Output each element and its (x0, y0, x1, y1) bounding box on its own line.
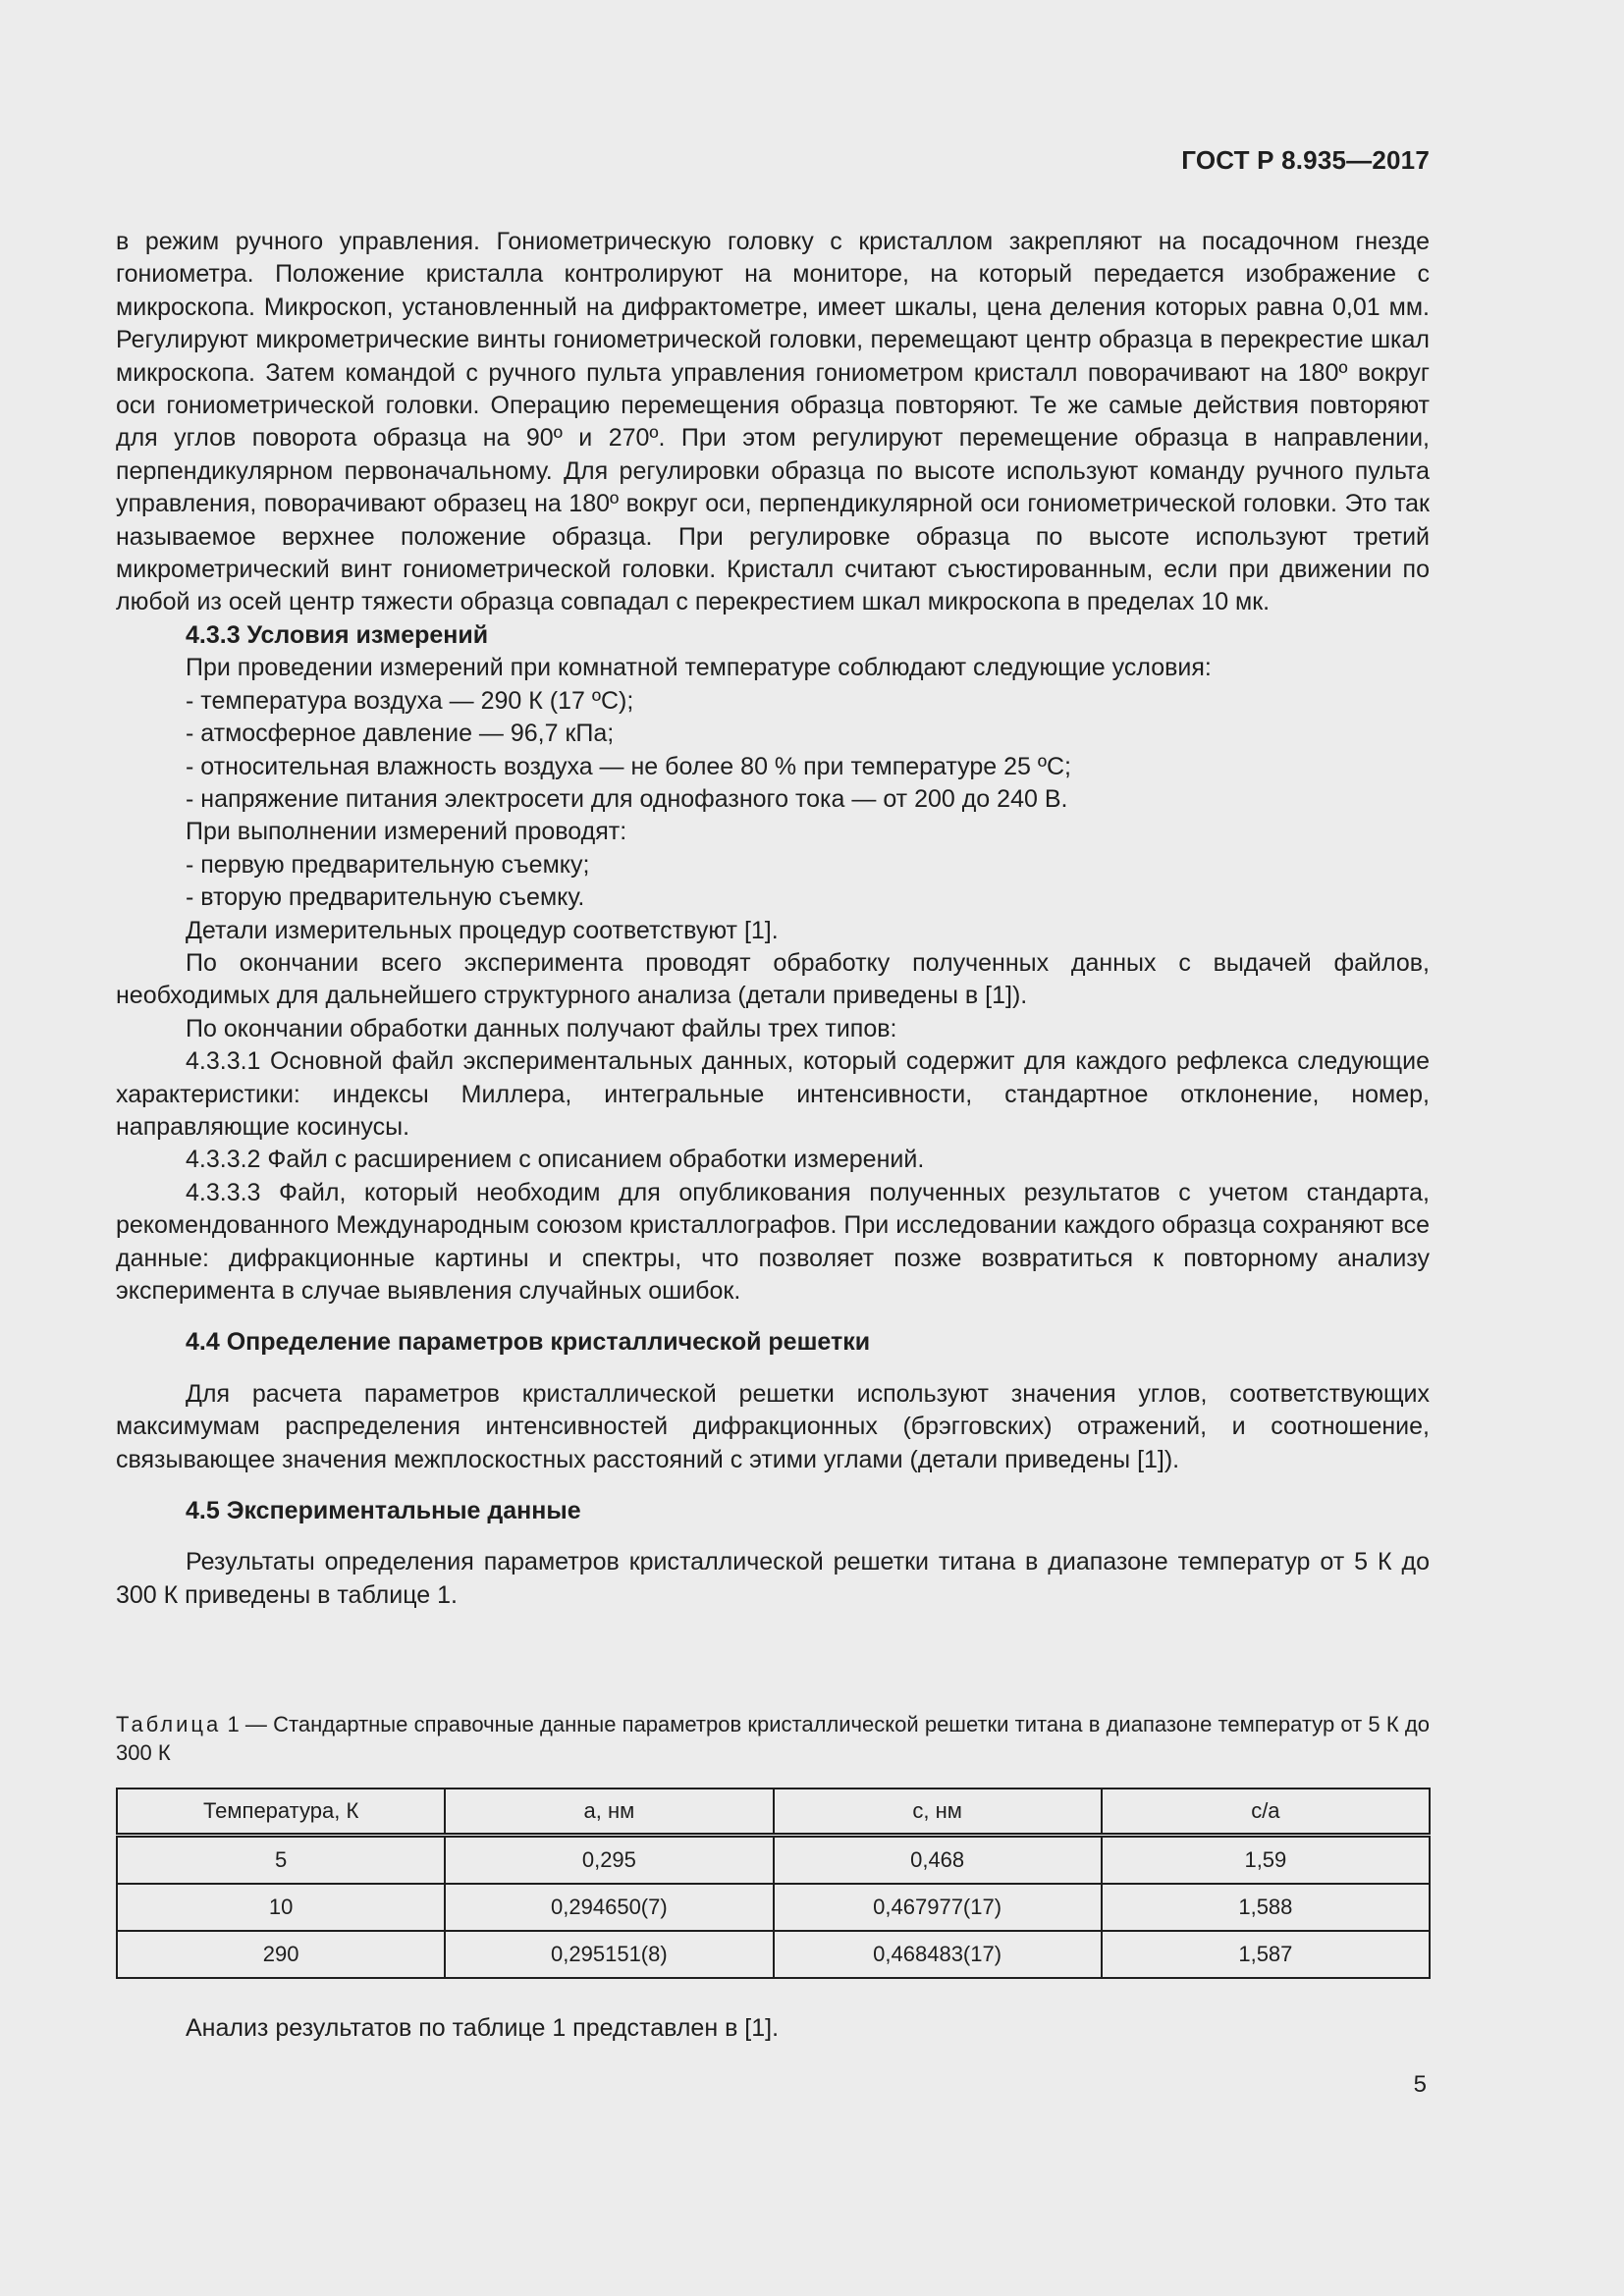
lattice-parameters-table (116, 1788, 1431, 1979)
column-header: Температура, К (117, 1789, 445, 1836)
section-heading-4-5: 4.5 Экспериментальные данные (186, 1497, 581, 1525)
list-item: - атмосферное давление — 96,7 кПа; (186, 720, 615, 748)
document-body (116, 226, 1430, 1612)
column-header: а, нм (445, 1789, 773, 1836)
table-caption-label: Таблица (116, 1712, 222, 1736)
paragraph-processing: По окончании всего эксперимента проводят обработку полученных данных с выдачей файлов, необходимых для дальнейшего структурного анализа (детали приведены в [1]). (116, 948, 1430, 1010)
table-cell: 1,587 (1102, 1931, 1430, 1978)
table-row (117, 1931, 1430, 1978)
paragraph-conditions-intro: При проведении измерений при комнатной температуре соблюдают следующие условия: (186, 654, 1212, 682)
list-item: - первую предварительную съемку; (186, 850, 590, 879)
analysis-note: Анализ результатов по таблице 1 представлен в [1]. (186, 2014, 780, 2042)
paragraph-file-4-3-3-3: 4.3.3.3 Файл, который необходим для опубликования полученных результатов с учетом стандарта, рекомендованного Международным союзом кристаллографов. При исследовании каждого образца сохраняют все данные: дифракционные картины и спектры, что позволяет позже возвратиться к повторному анализу эксперимента в случае выявления случайных ошибок. (116, 1178, 1430, 1305)
table-cell: 0,294650(7) (445, 1884, 773, 1931)
table-row (117, 1884, 1430, 1931)
table-cell: 0,468483(17) (774, 1931, 1102, 1978)
page-number: 5 (1413, 2071, 1427, 2098)
paragraph-alignment-procedure: в режим ручного управления. Гониометрическую головку с кристаллом закрепляют на посадочном гнезде гониометра. Положение кристалла контролируют на мониторе, на который передается изображение с микроскопа. Микроскоп, установленный на дифрактометре, имеет шкалы, цена деления которых равна 0,01 мм. Регулируют микрометрические винты гониометрической головки, перемещают центр образца в перекрестие шкал микроскопа. Затем командой с ручного пульта управления гониометром кристалл поворачивают на 180º вокруг оси гониометрической головки. Операцию перемещения образца повторяют. Те же самые действия повторяют для углов поворота образца на 90º и 270º. При этом регулируют перемещение образца в направлении, перпендикулярном первоначальному. Для регулировки образца по высоте используют команду ручного пульта управления, поворачивают образец на 180º вокруг оси, перпендикулярной оси гониометрической головки. Это так называемое верхнее положение образца. При регулировке образца по высоте используют третий микрометрический винт гониометрической головки. Кристалл считают съюстированным, если при движении по любой из осей центр тяжести образца совпадал с перекрестием шкал микроскопа в пределах 10 мк. (116, 228, 1430, 616)
list-item: - температура воздуха — 290 К (17 ºС); (186, 686, 634, 715)
table-cell: 290 (117, 1931, 445, 1978)
paragraph-file-types: По окончании обработки данных получают файлы трех типов: (186, 1014, 897, 1042)
list-item: - относительная влажность воздуха — не более 80 % при температуре 25 ºС; (186, 752, 1071, 780)
table-cell: 10 (117, 1884, 445, 1931)
table-cell: 1,59 (1102, 1836, 1430, 1885)
table-cell: 0,295 (445, 1836, 773, 1885)
paragraph-lattice-calculation: Для расчета параметров кристаллической решетки используют значения углов, соответствующих максимумам распределения интенсивностей дифракционных (брэгговских) отражений, и соотношение, связывающее значения межплоскостных расстояний с этими углами (детали приведены [1]). (116, 1379, 1430, 1473)
table-cell: 0,468 (774, 1836, 1102, 1885)
list-item: - напряжение питания электросети для однофазного тока — от 200 до 240 В. (186, 784, 1068, 813)
table-cell: 5 (117, 1836, 445, 1885)
document-header: ГОСТ Р 8.935—2017 (1181, 145, 1430, 175)
paragraph-file-4-3-3-2: 4.3.3.2 Файл с расширением с описанием обработки измерений. (186, 1146, 925, 1174)
paragraph-file-4-3-3-1: 4.3.3.1 Основной файл экспериментальных данных, который содержит для каждого рефлекса следующие характеристики: индексы Миллера, интегральные интенсивности, стандартное отклонение, номер, направляющие косинусы. (116, 1047, 1430, 1141)
section-heading-4-3-3: 4.3.3 Условия измерений (186, 620, 489, 649)
list-item: - вторую предварительную съемку. (186, 883, 585, 912)
paragraph-results: Результаты определения параметров кристаллической решетки титана в диапазоне температур от 5 К до 300 К приведены в таблице 1. (116, 1548, 1430, 1609)
column-header: с/а (1102, 1789, 1430, 1836)
table-cell: 0,295151(8) (445, 1931, 773, 1978)
table-row (117, 1836, 1430, 1885)
table-caption (116, 1710, 1430, 1767)
table-cell: 1,588 (1102, 1884, 1430, 1931)
table-header-row (117, 1789, 1430, 1836)
table-caption-text: 1 — Стандартные справочные данные параметров кристаллической решетки титана в диапазоне температур от 5 К до 300 К (116, 1712, 1430, 1765)
paragraph-procedure-details: Детали измерительных процедур соответствуют [1]. (186, 916, 779, 944)
column-header: с, нм (774, 1789, 1102, 1836)
paragraph-measurements-intro: При выполнении измерений проводят: (186, 818, 627, 846)
section-heading-4-4: 4.4 Определение параметров кристаллической решетки (186, 1328, 871, 1357)
table-cell: 0,467977(17) (774, 1884, 1102, 1931)
